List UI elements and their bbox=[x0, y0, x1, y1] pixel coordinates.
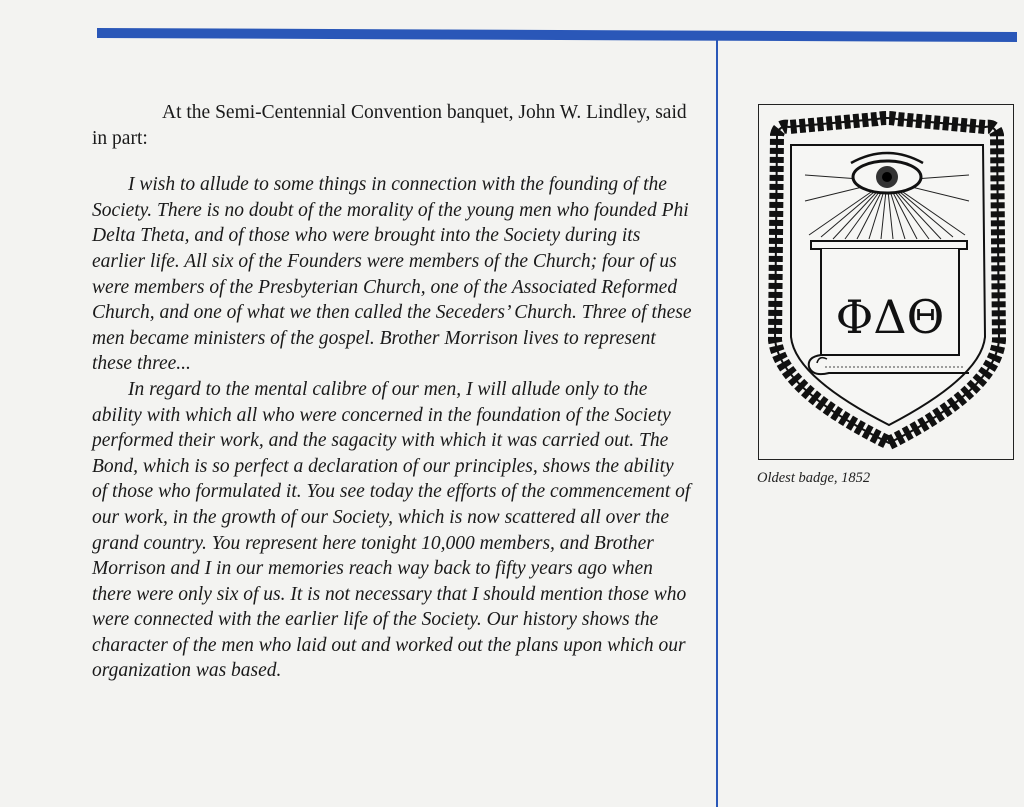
quote-paragraph-2: In regard to the mental calibre of our men, I will allude only to the ability with which all who were concerned in the foundation of the Society performed their work, and the sagacity with which it was carried out. The Bond, which is so perfect a declaration of our principles, shows the ability of those who formulated it. You see today the efforts of the commencement of our work, in the growth of our Society, which is now scattered all over the grand country. You represent here tonight 10,000 members, and Brother Morrison and I in our memories reach way back to fifty years ago when there were only six of us. It is not necessary that I should mention those who were connected with the earlier life of the Society. Our history shows the character of the men who laid out and worked out the plans upon which our organization was based. bbox=[92, 378, 691, 682]
lead-paragraph: At the Semi-Centennial Convention banquet, John W. Lindley, said in part: bbox=[92, 102, 687, 149]
quote-paragraph-1: I wish to allude to some things in connection with the founding of the Society. There is no doubt of the morality of the young men who founded Phi Delta Theta, and of those who were brought into the Society during its earlier life. All six of the Founders were members of the Church; four of us were members of the Presbyterian Church, one of the Associated Reformed Church, and one of what we then called the Seceders’ Church. Three of these men became ministers of the gospel. Brother Morrison lives to represent these three... bbox=[92, 174, 692, 375]
badge-caption: Oldest badge, 1852 bbox=[757, 470, 871, 486]
badge-illustration bbox=[759, 105, 1015, 461]
badge-illustration-frame bbox=[758, 104, 1014, 460]
column-divider-rule bbox=[716, 40, 718, 807]
main-text-column bbox=[92, 100, 692, 684]
top-blue-rule bbox=[97, 28, 1017, 42]
badge-letters: ΦΔΘ bbox=[835, 290, 945, 344]
quotation-block bbox=[92, 172, 692, 684]
